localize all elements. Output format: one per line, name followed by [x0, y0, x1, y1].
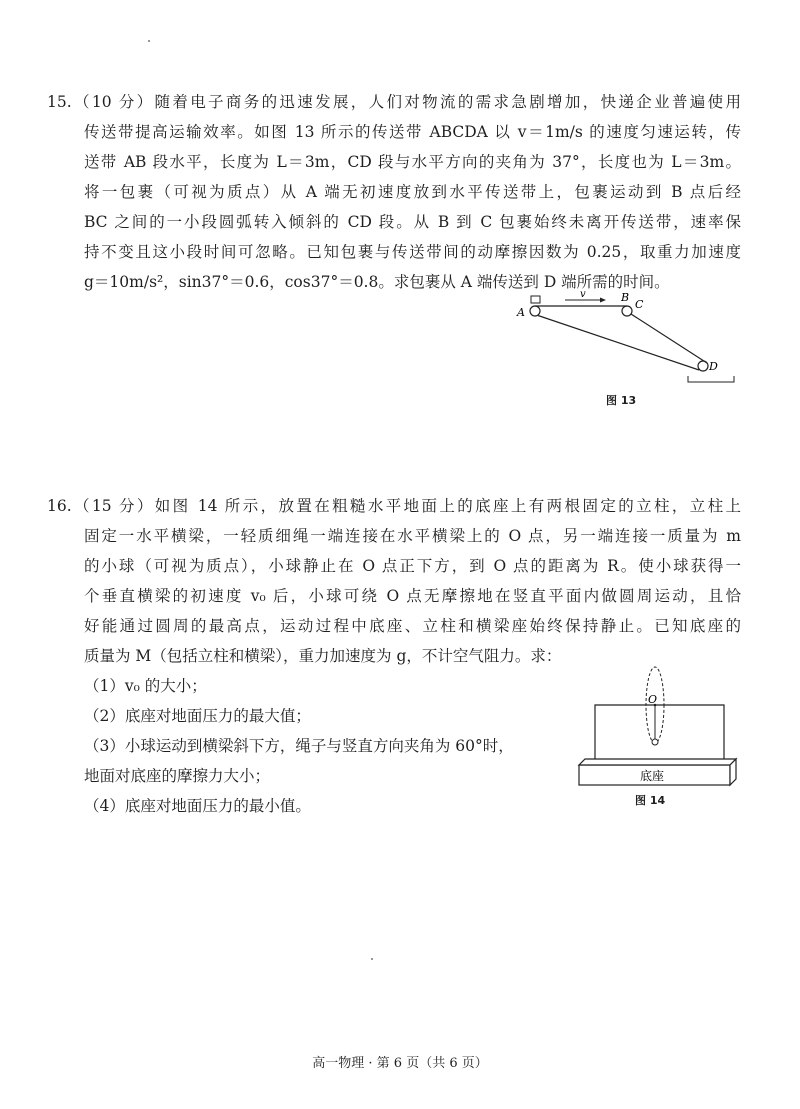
roller-b	[622, 306, 632, 316]
package-box	[531, 296, 540, 303]
problem-16-line-5: 好能通过圆周的最高点，运动过程中底座、立柱和横梁座始终保持静止。已知底座的	[84, 617, 741, 635]
frame-posts-beam	[595, 705, 724, 761]
label-o: O	[648, 693, 658, 706]
figure-14-pendulum-stand	[575, 658, 745, 810]
problem-15-line-4: 将一包裹（可视为质点）从 A 端无初速度放到水平传送带上，包裹运动到 B 点后经	[84, 183, 741, 201]
question-4: （4）底座对地面压力的最小值。	[84, 797, 311, 815]
belt-cd	[631, 314, 707, 363]
question-3: （3）小球运动到横梁斜下方，绳子与竖直方向夹角为 60°时，	[84, 737, 514, 755]
label-c: C	[635, 298, 644, 311]
label-v: v	[580, 289, 586, 300]
velocity-arrow-head	[600, 298, 606, 303]
problem-15-line-2: 传送带提高运输效率。如图 13 所示的传送带 ABCDA 以 v＝1m/s 的速度匀速运转，传	[84, 123, 741, 141]
problem-16-line-2: 固定一水平横梁，一轻质细绳一端连接在水平横梁上的 O 点，另一端连接一质量为 m	[84, 527, 741, 545]
ball	[652, 739, 658, 745]
problem-15-line-5: BC 之间的一小段圆弧转入倾斜的 CD 段。从 B 到 C 包裹始终未离开传送带，速率保	[84, 213, 741, 231]
problem-15-line-1: 15.（10 分）随着电子商务的迅速发展，人们对物流的需求急剧增加，快递企业普遍使用	[47, 93, 741, 111]
label-a: A	[517, 306, 525, 319]
problem-16-line-3: 的小球（可视为质点），小球静止在 O 点正下方，到 O 点的距离为 R。使小球获得一	[84, 557, 741, 575]
problem-16-line-4: 个垂直横梁的初速度 v₀ 后，小球可绕 O 点无摩擦地在竖直平面内做圆周运动，且恰	[84, 587, 741, 605]
figure-13-conveyor	[510, 286, 750, 410]
label-b: B	[621, 291, 630, 304]
roller-a	[530, 306, 540, 316]
speck	[371, 958, 373, 960]
problem-16-line-6: 质量为 M（包括立柱和横梁），重力加速度为 g，不计空气阻力。求：	[84, 647, 562, 665]
base-label: 底座	[640, 769, 665, 783]
conveyor-diagram	[510, 286, 750, 386]
page-footer: 高一物理 · 第 6 页（共 6 页）	[312, 1056, 488, 1071]
question-2: （2）底座对地面压力的最大值；	[84, 707, 311, 725]
figure-14-caption: 图 14	[635, 794, 666, 807]
label-d: D	[709, 360, 718, 373]
problem-16-line-1: 16.（15 分）如图 14 所示，放置在粗糙水平地面上的底座上有两根固定的立柱，立柱上	[47, 497, 741, 515]
ground-bracket	[688, 376, 734, 382]
stand-diagram	[575, 658, 745, 788]
question-3-continued: 地面对底座的摩擦力大小；	[84, 767, 271, 785]
figure-13-caption: 图 13	[606, 394, 637, 407]
base-top	[579, 759, 736, 765]
problem-15-line-6: 持不变且这小段时间可忽略。已知包裹与传送带间的动摩擦因数为 0.25，取重力加速度	[84, 243, 741, 261]
speck	[148, 40, 150, 42]
problem-15-line-3: 送带 AB 段水平，长度为 L＝3m，CD 段与水平方向的夹角为 37°，长度也为 L＝3m。	[84, 153, 741, 171]
problem-15-line-7: g＝10m/s²，sin37°＝0.6，cos37°＝0.8。求包裹从 A 端传送到 D 端所需的时间。	[84, 273, 670, 291]
question-1: （1）v₀ 的大小；	[84, 677, 207, 695]
